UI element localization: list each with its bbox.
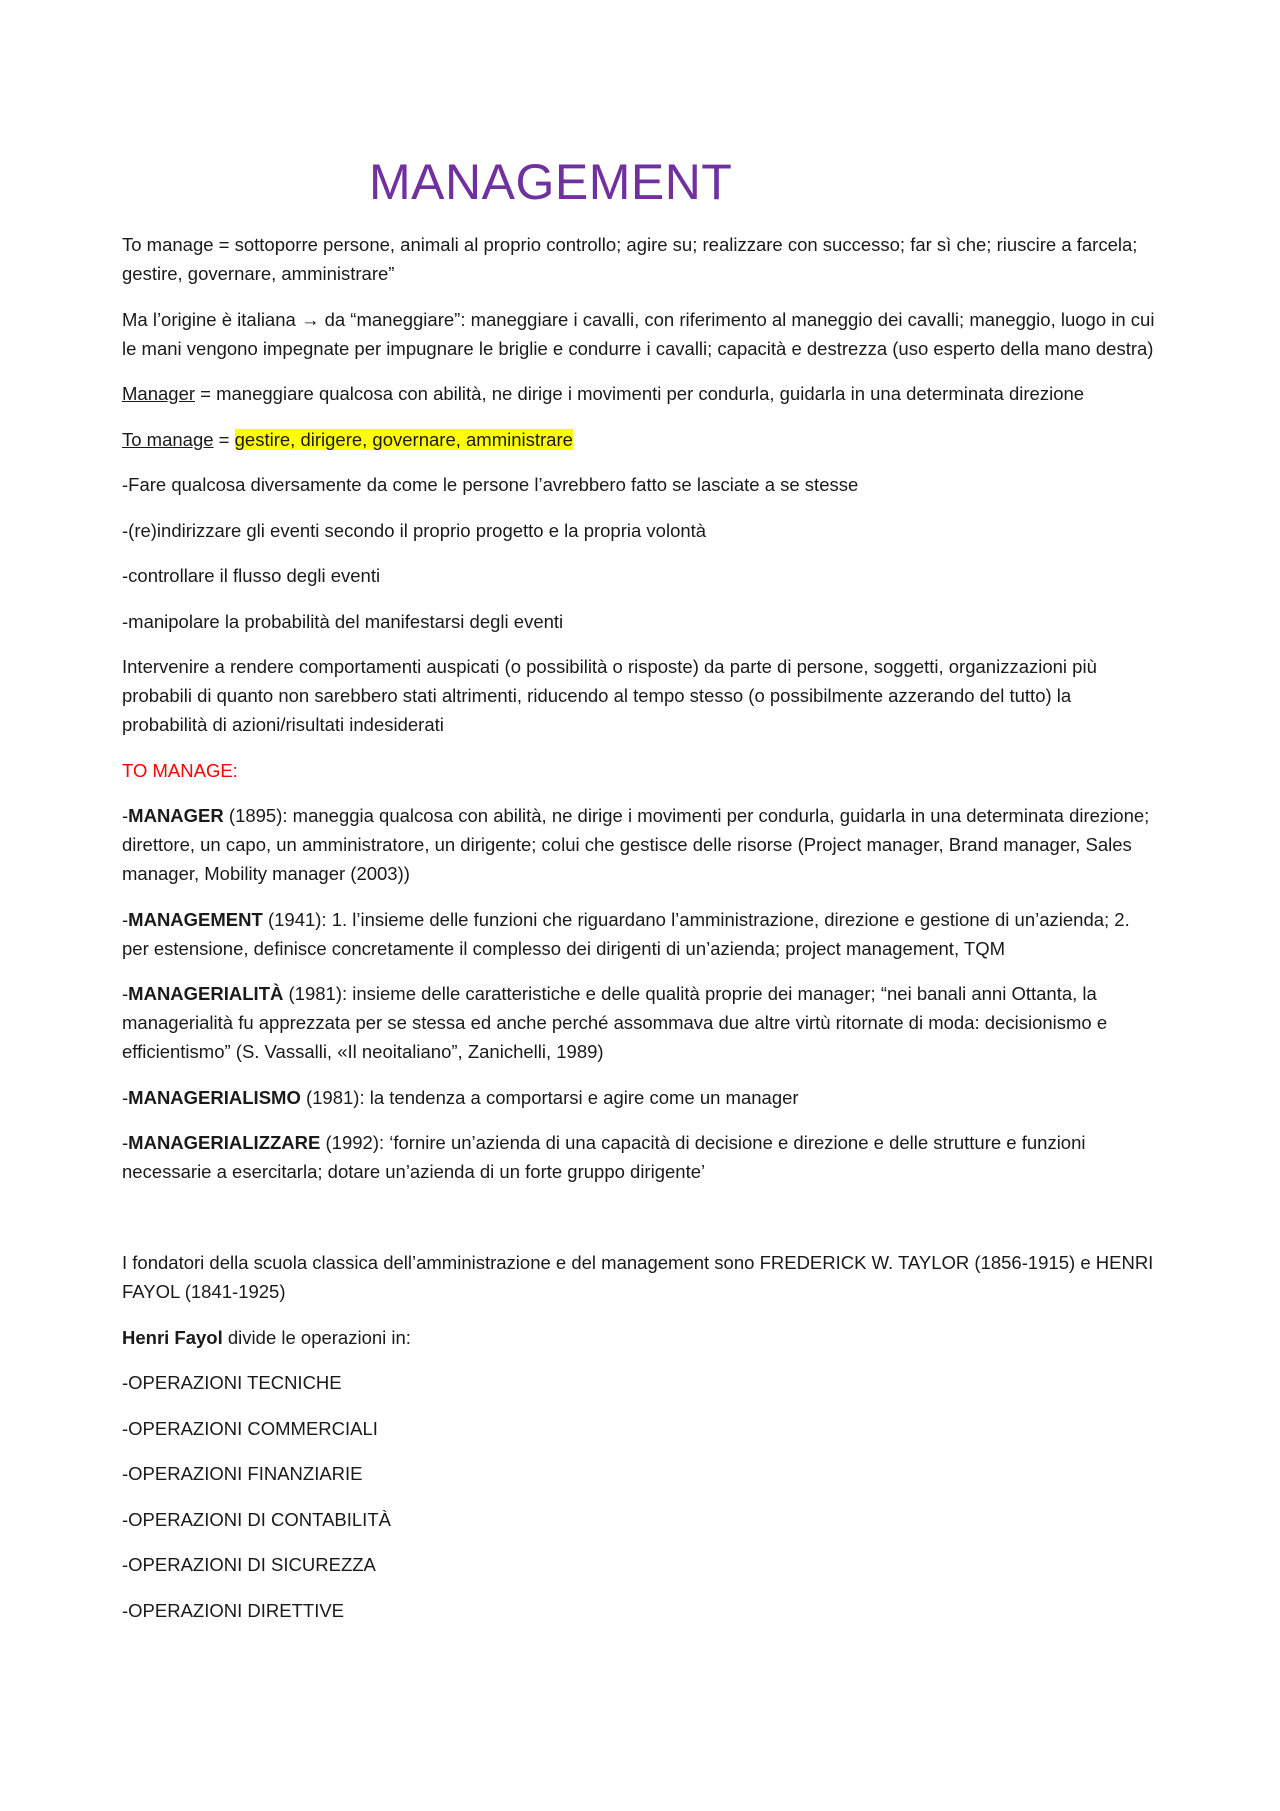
definition-dash: - — [122, 805, 129, 826]
definition-text: (1981): insieme delle caratteristiche e delle qualità proprie dei manager; “nei banali anni Ottanta, la managerialità fu apprezzata per se stessa ed anche perché assommava due altre virtù ritornate di moda: decisionismo e efficientismo” (S. Vassalli, «Il neoitaliano”, Zanichelli, 1989) — [122, 983, 1108, 1062]
definition-management — [122, 905, 1160, 963]
definition-dash: - — [122, 983, 129, 1004]
highlighted-text: gestire, dirigere, governare, amministrare — [234, 428, 573, 450]
fayol-text: divide le operazioni in: — [222, 1326, 411, 1348]
list-item: -OPERAZIONI FINANZIARIE — [122, 1463, 363, 1484]
list-item: -controllare il flusso degli eventi — [122, 565, 381, 586]
definition-term: MANAGERIALISMO — [128, 1086, 301, 1108]
definition-text: (1895): maneggia qualcosa con abilità, ne dirige i movimenti per condurla, guidarla in una determinata direzione; direttore, un capo, un amministratore, un dirigente; colui che gestisce delle risorse (Project manager, Brand manager, Sales manager, Mobility manager (2003)) — [122, 805, 1150, 884]
page-title: MANAGEMENT — [369, 154, 733, 210]
to-manage-separator: = — [213, 428, 235, 450]
section-heading-to-manage: TO MANAGE: — [122, 759, 238, 781]
definition-dash: - — [122, 1132, 129, 1153]
arrow-right-icon: → — [300, 308, 320, 330]
list-item: -manipolare la probabilità del manifestarsi degli eventi — [122, 610, 564, 632]
definition-term: MANAGERIALITÀ — [128, 983, 284, 1004]
definition-manager — [122, 801, 1160, 888]
list-item: -OPERAZIONI COMMERCIALI — [122, 1417, 378, 1439]
definition-managerializzare — [122, 1128, 1160, 1186]
paragraph-to-manage-definition: To manage = sottoporre persone, animali al proprio controllo; agire su; realizzare con successo; far sì che; riuscire a farcela; gestire, governare, amministrare” — [122, 234, 1138, 284]
definition-dash: - — [122, 1086, 129, 1108]
list-item: -OPERAZIONI DIRETTIVE — [122, 1599, 345, 1621]
list-item: -(re)indirizzare gli eventi secondo il proprio progetto e la propria volontà — [122, 519, 707, 541]
paragraph-intervenire: Intervenire a rendere comportamenti auspicati (o possibilità o risposte) da parte di persone, soggetti, organizzazioni più probabili di quanto non sarebbero stati altrimenti, riducendo al tempo stesso (o possibilmente azzerando del tutto) la probabilità di azioni/risultati indesiderati — [122, 656, 1097, 735]
to-manage-term: To manage — [122, 428, 214, 450]
list-item: -OPERAZIONI TECNICHE — [122, 1372, 342, 1393]
definition-managerialismo — [122, 1083, 1160, 1112]
definition-term: MANAGER — [128, 805, 224, 826]
definition-term: MANAGEMENT — [128, 908, 263, 930]
definition-text: (1981): la tendenza a comportarsi e agire come un manager — [300, 1086, 799, 1108]
origin-text-before: Ma l’origine è italiana — [122, 308, 301, 330]
manager-definition: = maneggiare qualcosa con abilità, ne dirige i movimenti per condurla, guidarla in una determinata direzione — [195, 383, 1085, 404]
definition-text: (1941): 1. l’insieme delle funzioni che riguardano l’amministrazione, direzione e gestione di un’azienda; 2. per estensione, definisce concretamente il complesso dei dirigenti di un’azienda; project management, TQM — [122, 908, 1130, 959]
paragraph-fayol — [122, 1323, 1160, 1352]
list-item: -Fare qualcosa diversamente da come le persone l’avrebbero fatto se lasciate a se stesse — [122, 474, 859, 495]
fayol-name: Henri Fayol — [122, 1326, 223, 1348]
list-item: -OPERAZIONI DI SICUREZZA — [122, 1554, 376, 1575]
paragraph-origin — [122, 305, 1160, 363]
paragraph-fondatori: I fondatori della scuola classica dell’amministrazione e del management sono FREDERICK W. TAYLOR (1856-1915) e HENRI FAYOL (1841-1925) — [122, 1252, 1154, 1302]
list-item: -OPERAZIONI DI CONTABILITÀ — [122, 1508, 391, 1530]
paragraph-to-manage — [122, 425, 1160, 454]
paragraph-manager — [122, 379, 1160, 408]
manager-term: Manager — [122, 383, 196, 404]
definition-text: (1992): ‘fornire un’azienda di una capacità di decisione e direzione e delle strutture e funzioni necessarie a esercitarla; dotare un’azienda di un forte gruppo dirigente’ — [122, 1132, 1086, 1182]
definition-managerialita — [122, 979, 1160, 1066]
origin-text-after: da “maneggiare”: maneggiare i cavalli, con riferimento al maneggio dei cavalli; maneggio, luogo in cui le mani vengono impegnate per impugnare le briglie e condurre i cavalli; capacità e destrezza (uso esperto della mano destra) — [122, 308, 1155, 359]
definition-term: MANAGERIALIZZARE — [128, 1132, 321, 1153]
definition-dash: - — [122, 908, 129, 930]
